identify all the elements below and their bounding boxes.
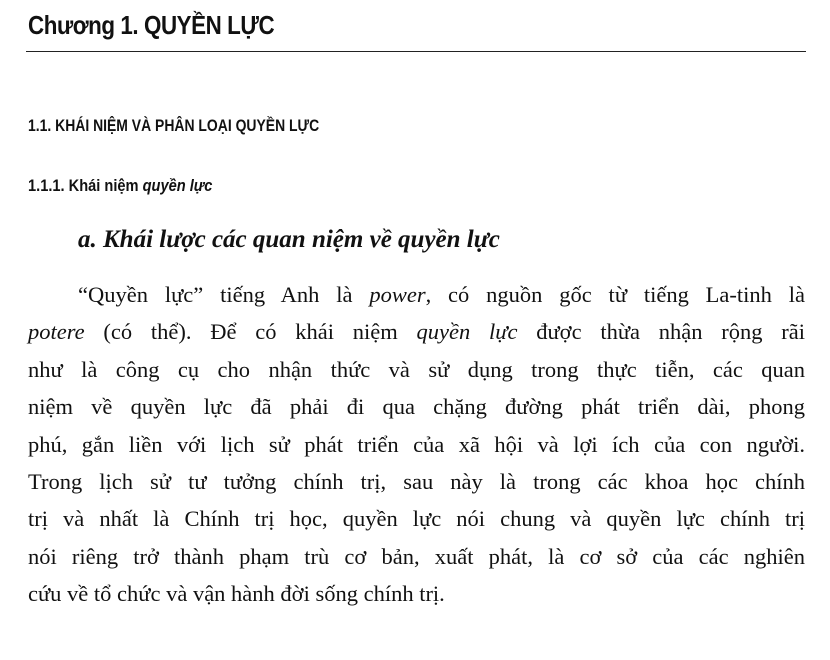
subsection-title-italic: quyền lực (142, 176, 213, 195)
line2-italic-potere: potere (28, 319, 85, 345)
line1-italic-power: power (369, 282, 426, 307)
line2-text-b: (có thể). Để có khái niệm (84, 319, 417, 345)
line2-italic-quyen-luc: quyền lực (416, 319, 518, 345)
chapter-title: Chương 1. QUYỀN LỰC (28, 10, 275, 40)
line1-text-a: “Quyền lực” tiếng Anh là (78, 282, 370, 307)
paragraph-line-5: phú, gắn liền với lịch sử phát triển của xã hội và lợi ích của con người. (28, 431, 805, 457)
paragraph-line-9: cứu về tổ chức và vận hành đời sống chính trị. (28, 581, 445, 607)
paragraph-line-2 (28, 313, 805, 350)
paragraph-line-8: nói riêng trở thành phạm trù cơ bản, xuất phát, là cơ sở của các nghiên (28, 543, 805, 569)
paragraph-line-1 (28, 276, 805, 313)
subheading-a: a. Khái lược các quan niệm về quyền lực (78, 226, 500, 253)
paragraph-line-3: như là công cụ cho nhận thức và sử dụng trong thực tiễn, các quan (28, 356, 805, 382)
chapter-divider (26, 51, 806, 52)
subsection-title-prefix: 1.1.1. Khái niệm (28, 176, 143, 195)
paragraph-line-4: niệm về quyền lực đã phải đi qua chặng đường phát triển dài, phong (28, 394, 805, 420)
section-title: 1.1. KHÁI NIỆM VÀ PHÂN LOẠI QUYỀN LỰC (28, 116, 320, 135)
paragraph-line-6: Trong lịch sử tư tưởng chính trị, sau này là trong các khoa học chính (28, 468, 805, 494)
subsection-title (28, 176, 212, 196)
line1-text-c: , có nguồn gốc từ tiếng La-tinh là (425, 282, 805, 307)
line2-text-d: được thừa nhận rộng rãi (517, 319, 805, 345)
body-paragraph (28, 276, 805, 613)
paragraph-line-7: trị và nhất là Chính trị học, quyền lực nói chung và quyền lực chính trị (28, 506, 805, 532)
